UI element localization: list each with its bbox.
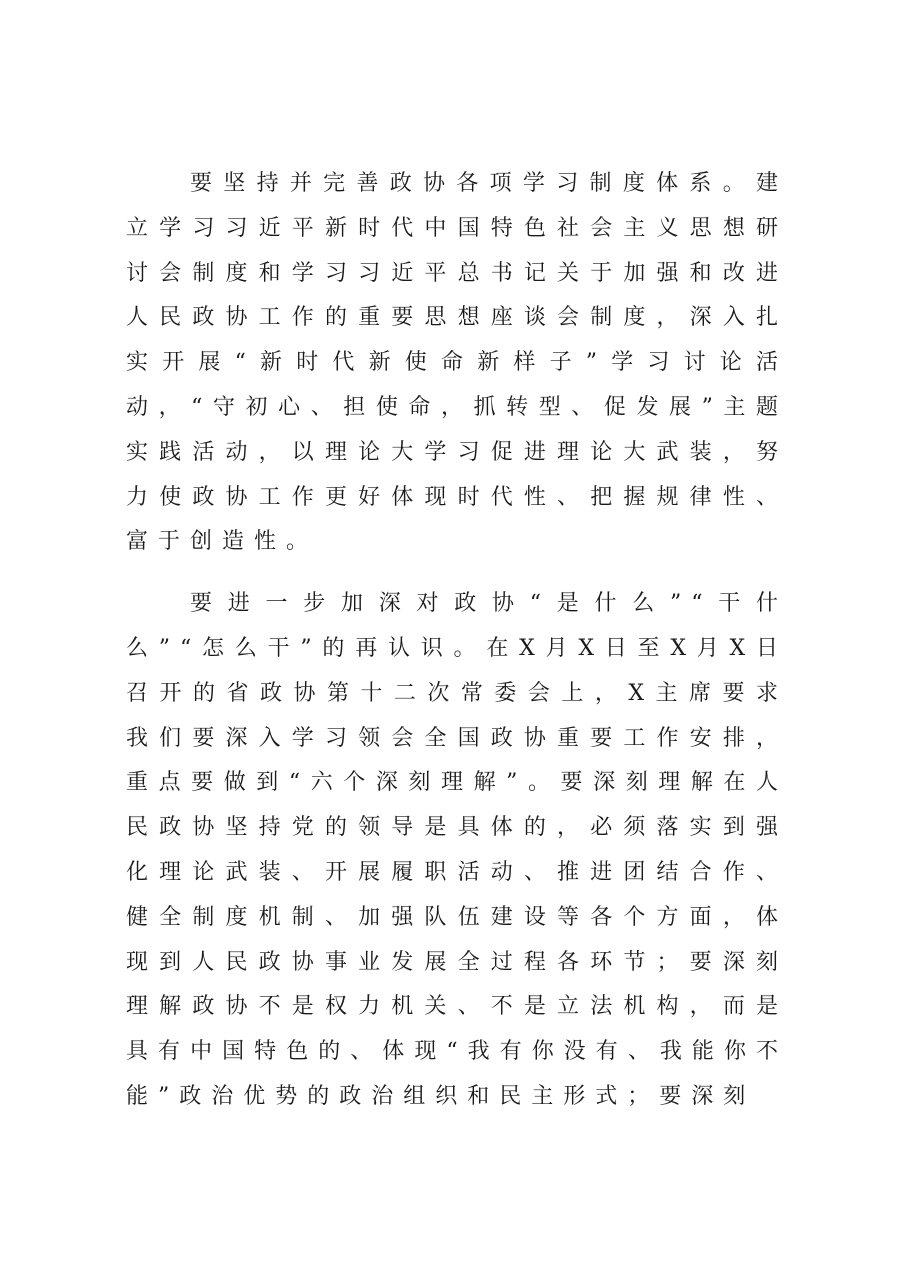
- body-text: [126, 162, 788, 1120]
- paragraph-study-system: 要坚持并完善政协各项学习制度体系。建立学习习近平新时代中国特色社会主义思想研讨会制度和学习习近平总书记关于加强和改进人民政协工作的重要思想座谈会制度，深入扎实开展“新时代新使命新样子”学习讨论活动，“守初心、担使命，抓转型、促发展”主题实践活动，以理论大学习促进理论大武装，努力使政协工作更好体现时代性、把握规律性、富于创造性。: [126, 171, 788, 555]
- paragraph-cppcc-recognition: 要进一步加深对政协“是什么”“干什么”“怎么干”的再认识。在X月X日至X月X日召开的省政协第十二次常委会上，X主席要求我们要深入学习领会全国政协重要工作安排，重点要做到“六个深刻理解”。要深刻理解在人民政协坚持党的领导是具体的，必须落实到强化理论武装、开展履职活动、推进团结合作、健全制度机制、加强队伍建设等各个方面，体现到人民政协事业发展全过程各环节；要深刻理解政协不是权力机关、不是立法机构，而是具有中国特色的、体现“我有你没有、我能你不能”政治优势的政治组织和民主形式；要深刻: [126, 591, 788, 1109]
